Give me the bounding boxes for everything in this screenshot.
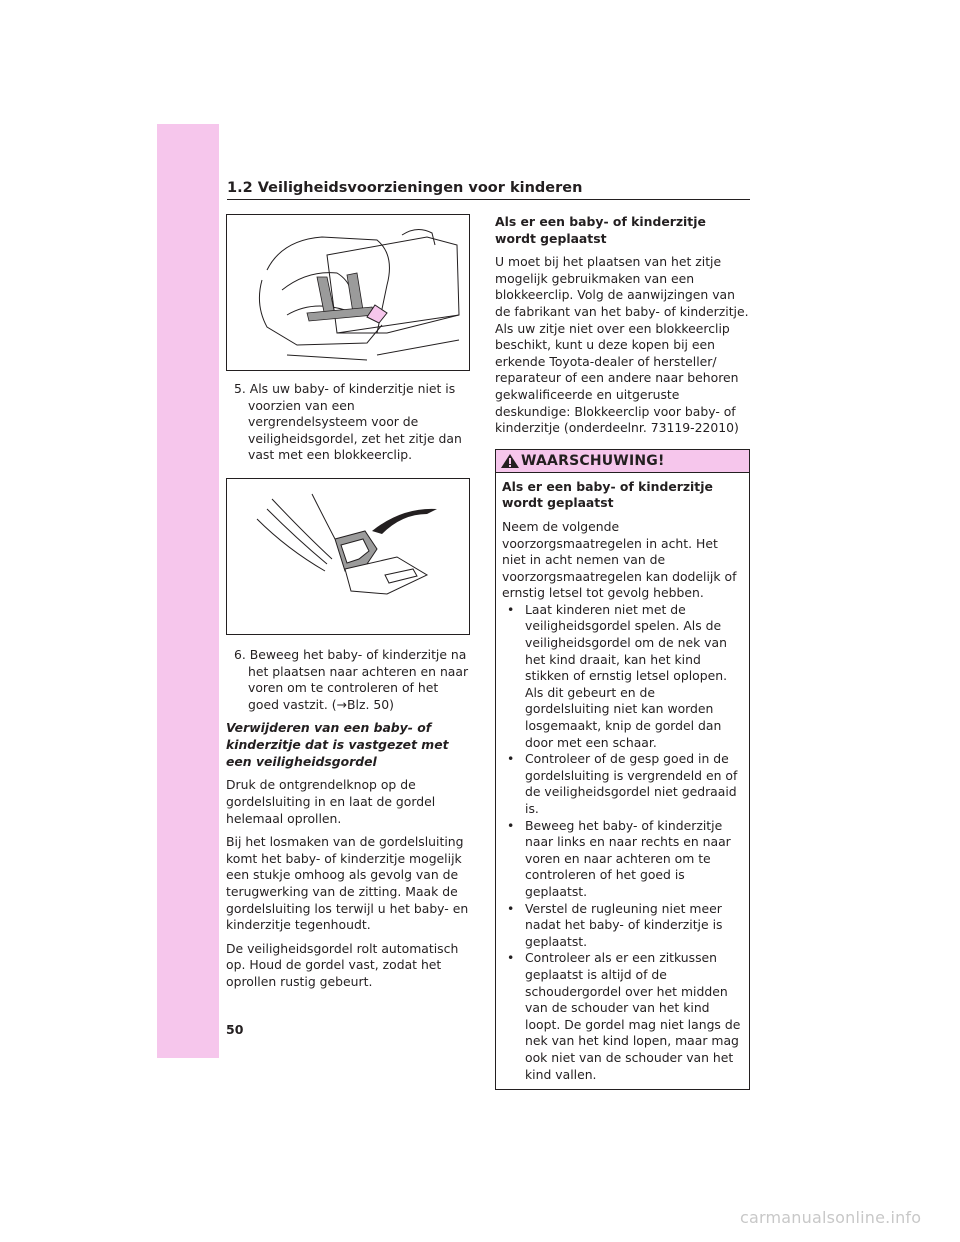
- warning-body: [496, 473, 749, 1089]
- warning-triangle-icon: [500, 453, 520, 469]
- warning-subheading: Als er een baby- of kinderzitje wordt geplaatst: [502, 478, 713, 511]
- warning-bullet: • Verstel de rugleuning niet meer nadat het baby- of kinderzitje is geplaatst.: [507, 900, 723, 949]
- remove-heading: Verwijderen van een baby- of kinderzitje dat is vastgezet met een veiligheidsgordel: [226, 720, 449, 770]
- install-heading: Als er een baby- of kinderzitje wordt geplaatst: [495, 214, 706, 246]
- locking-clip-illustration: [227, 479, 469, 634]
- bullet-dot: •: [507, 751, 515, 767]
- remove-paragraph-2: Bij het losmaken van de gordelsluiting komt het baby- of kinderzitje mogelijk een stukje omhoog als gevolg van de terugwerking van de zitting. Maak de gordelsluiting los terwijl u het baby- en kinderzitje tegenhoudt.: [226, 834, 469, 933]
- remove-paragraph-3: De veiligheidsgordel rolt automatisch op. Houd de gordel vast, zodat het oprollen rustig gebeurt.: [226, 940, 459, 989]
- warning-bullet: • Beweeg het baby- of kinderzitje naar links en naar rechts en naar voren en naar achteren om te controleren of het goed is geplaatst.: [507, 817, 731, 899]
- warning-intro: Neem de volgende voorzorgsmaatregelen in acht. Het niet in acht nemen van de voorzorgsmaatregelen kan dodelijk of ernstig letsel tot gevolg hebben.: [502, 518, 737, 601]
- bullet-dot: •: [507, 900, 515, 916]
- warning-title: WAARSCHUWING!: [521, 452, 665, 469]
- figure-locking-clip: [226, 478, 470, 635]
- figure-child-seat-installed: [226, 214, 470, 371]
- warning-box: [495, 449, 750, 1090]
- warning-bullet: • Laat kinderen niet met de veiligheidsgordel spelen. Als de veiligheidsgordel om de nek van het kind draait, kan het kind stikken of ernstig letsel oplopen. Als dit gebeurt en de gordelsluiting niet kan worden losgemaakt, knip de gordel dan door met een schaar.: [507, 601, 728, 750]
- warning-bullet: • Controleer of de gesp goed in de gordelsluiting is vergrendeld en of de veiligheidsgordel niet gedraaid is.: [507, 751, 738, 816]
- bullet-dot: •: [507, 950, 515, 966]
- remove-paragraph-1: Druk de ontgrendelknop op de gordelsluiting in en laat de gordel helemaal oprollen.: [226, 777, 436, 826]
- bullet-dot: •: [507, 601, 515, 617]
- child-seat-illustration: [227, 215, 469, 370]
- step-6: 6. Beweeg het baby- of kinderzitje na het plaatsen naar achteren en naar voren om te controleren of het goed vastzit. (→Blz. 50): [234, 646, 469, 712]
- install-paragraph: U moet bij het plaatsen van het zitje mogelijk gebruikmaken van een blokkeerclip. Volg de aanwijzingen van de fabrikant van het baby- of kinderzitje. Als uw zitje niet over een blokkeerclip beschikt, kunt u deze kopen bij een erkende Toyota-dealer of hersteller/ reparateur of een andere naar behoren gekwalificeerde en uitgeruste deskundige: Blokkeerclip voor baby- of kinderzitje (onderdeelnr. 73119-22010): [495, 254, 749, 436]
- step-5: 5. Als uw baby- of kinderzitje niet is voorzien van een vergrendelsysteem voor de veiligheidsgordel, zet het zitje dan vast met een blokkeerclip.: [234, 381, 462, 463]
- bullet-dot: •: [507, 817, 515, 833]
- section-header: 1.2 Veiligheidsvoorzieningen voor kinderen: [227, 180, 750, 200]
- warning-title-bar: [496, 450, 749, 473]
- chapter-side-tab: [157, 124, 219, 1058]
- right-column: [495, 214, 751, 1090]
- page-number: 50: [226, 1022, 244, 1037]
- left-column: [226, 214, 470, 990]
- warning-bullet: • Controleer als er een zitkussen geplaatst is altijd of de schoudergordel over het midden van de schouder van het kind loopt. De gordel mag niet langs de nek van het kind lopen, maar mag ook niet van de schouder van het kind vallen.: [507, 950, 741, 1082]
- watermark[interactable]: carmanualsonline.info: [740, 1208, 922, 1227]
